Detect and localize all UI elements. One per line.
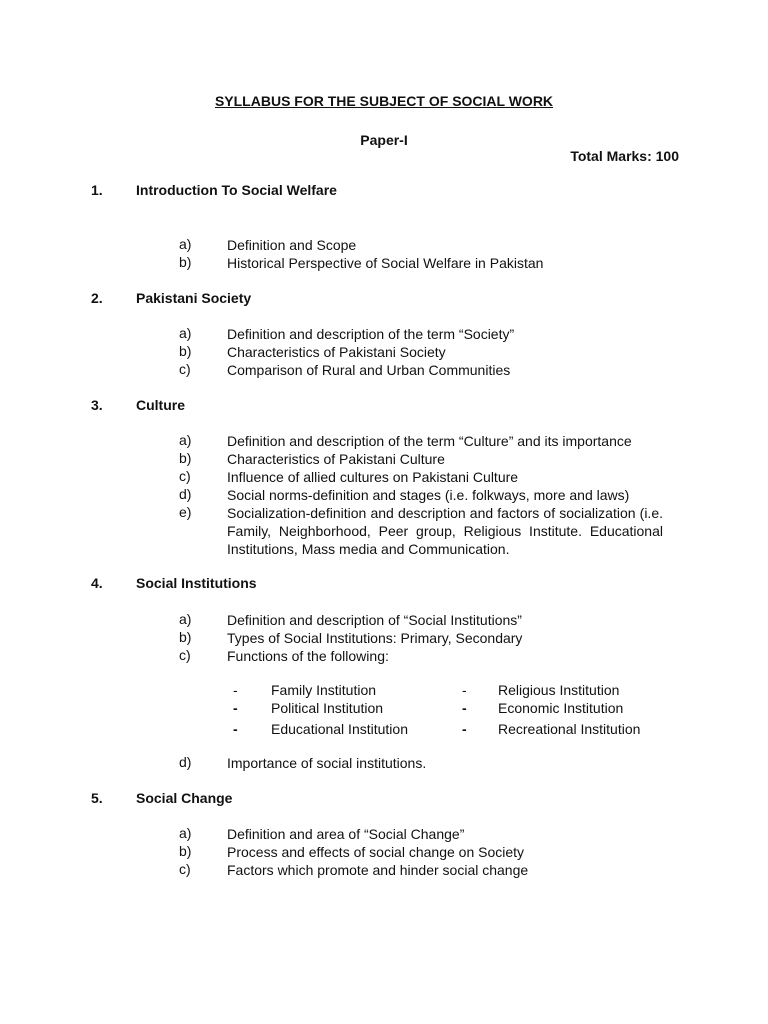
section-number: 4. [91, 575, 103, 591]
section-title: Pakistani Society [136, 290, 252, 306]
dash-bullet: - [462, 700, 467, 716]
list-item [0, 647, 768, 665]
total-marks: Total Marks: 100 [570, 148, 679, 164]
section-title: Social Change [136, 790, 233, 806]
dash-bullet: - [462, 682, 467, 698]
item-text: Factors which promote and hinder social change [227, 862, 529, 878]
section-title: Introduction To Social Welfare [136, 182, 337, 198]
sub-item-text: Educational Institution [271, 721, 408, 737]
item-text: Influence of allied cultures on Pakistani Culture [227, 469, 519, 485]
section-number: 5. [91, 790, 103, 806]
item-text: Importance of social institutions. [227, 755, 427, 771]
item-label: b) [179, 450, 192, 466]
item-label: a) [179, 236, 192, 252]
section-number: 3. [91, 397, 103, 413]
list-item [0, 504, 768, 558]
item-text: Definition and area of “Social Change” [227, 826, 465, 842]
list-item [0, 611, 768, 629]
item-label: a) [179, 611, 192, 627]
list-item [0, 843, 768, 861]
item-label: b) [179, 343, 192, 359]
list-item [0, 450, 768, 468]
item-text: Characteristics of Pakistani Society [227, 344, 446, 360]
item-text: Characteristics of Pakistani Culture [227, 451, 445, 467]
sub-item-text: Economic Institution [498, 700, 624, 716]
item-text: Types of Social Institutions: Primary, Secondary [227, 630, 523, 646]
sub-item-text: Political Institution [271, 700, 384, 716]
item-label: d) [179, 486, 192, 502]
list-item [0, 325, 768, 343]
item-label: b) [179, 629, 192, 645]
dash-bullet: - [462, 721, 467, 737]
list-item [0, 721, 768, 739]
dash-bullet: - [233, 700, 238, 716]
item-label: b) [179, 843, 192, 859]
item-text: Definition and description of the term “Culture” and its importance [227, 433, 632, 449]
sub-item-text: Recreational Institution [498, 721, 641, 737]
item-label: c) [179, 647, 191, 663]
item-label: a) [179, 432, 192, 448]
section-title: Social Institutions [136, 575, 257, 591]
list-item [0, 361, 768, 379]
item-label: e) [179, 504, 192, 520]
item-label: b) [179, 254, 192, 270]
sub-item-text: Religious Institution [498, 682, 620, 698]
item-text: Definition and Scope [227, 237, 357, 253]
item-text: Definition and description of the term “Society” [227, 326, 515, 342]
list-item [0, 682, 768, 700]
syllabus-title: SYLLABUS FOR THE SUBJECT OF SOCIAL WORK [214, 93, 554, 109]
item-label: c) [179, 468, 191, 484]
item-text: Comparison of Rural and Urban Communities [227, 362, 511, 378]
item-label: d) [179, 754, 192, 770]
item-label: c) [179, 361, 191, 377]
list-item [0, 754, 768, 772]
item-text: Functions of the following: [227, 648, 389, 664]
item-text: Historical Perspective of Social Welfare in Pakistan [227, 255, 544, 271]
section-number: 1. [91, 182, 103, 198]
list-item [0, 825, 768, 843]
list-item [0, 236, 768, 254]
item-text: Socialization-definition and description and factors of socialization (i.e. Family, Neighborhood, Peer group, Religious Institute. Educational Institutions, Mass media and Communication. [227, 505, 663, 557]
list-item [0, 254, 768, 272]
list-item [0, 486, 768, 504]
item-label: a) [179, 325, 192, 341]
list-item [0, 343, 768, 361]
paper-heading: Paper-I [360, 132, 408, 148]
dash-bullet: - [233, 721, 238, 737]
section-title: Culture [136, 397, 185, 413]
list-item [0, 629, 768, 647]
item-label: a) [179, 825, 192, 841]
sub-item-text: Family Institution [271, 682, 377, 698]
section-number: 2. [91, 290, 103, 306]
list-item [0, 700, 768, 718]
list-item [0, 432, 768, 450]
item-text: Process and effects of social change on Society [227, 844, 525, 860]
list-item [0, 468, 768, 486]
item-text: Social norms-definition and stages (i.e. folkways, more and laws) [227, 487, 630, 503]
item-label: c) [179, 861, 191, 877]
item-text: Definition and description of “Social Institutions” [227, 612, 522, 628]
list-item [0, 861, 768, 879]
dash-bullet: - [233, 682, 238, 698]
